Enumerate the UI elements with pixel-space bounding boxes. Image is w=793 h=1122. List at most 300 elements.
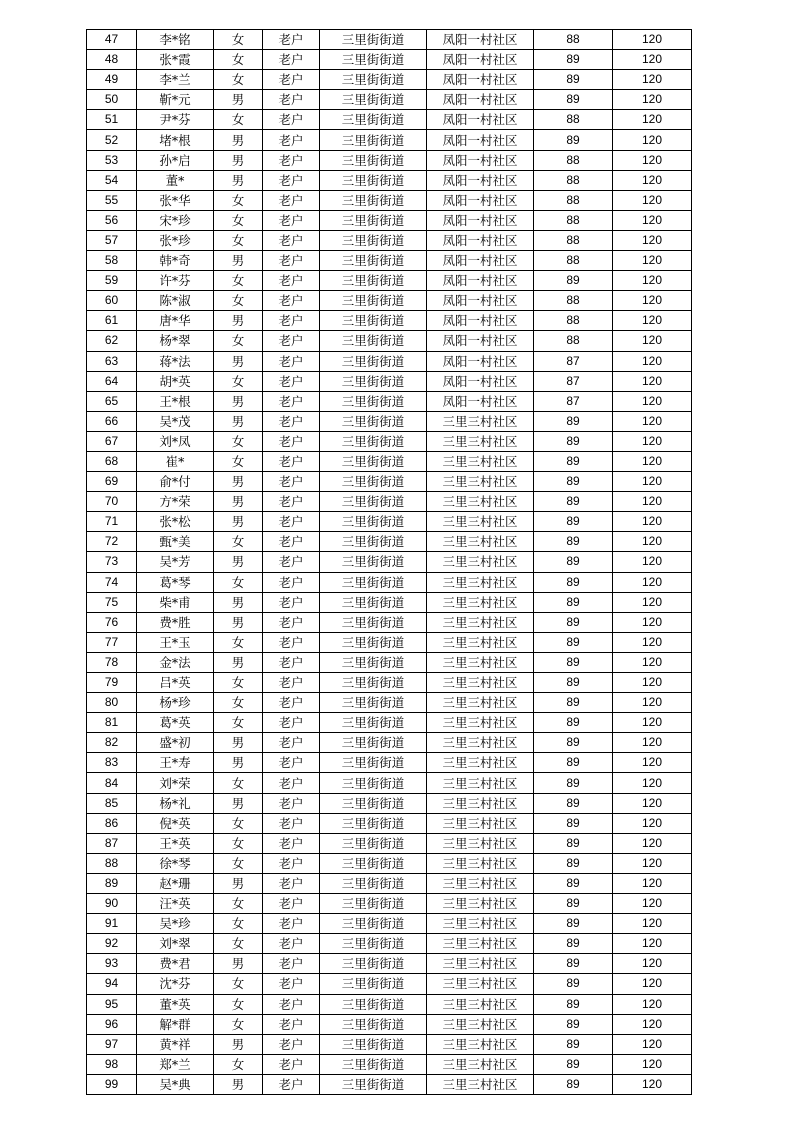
index-cell: 92 xyxy=(87,934,137,954)
amount-cell: 120 xyxy=(613,592,692,612)
name-cell: 费*胜 xyxy=(137,612,214,632)
community-cell: 三里三村社区 xyxy=(427,652,534,672)
table-row xyxy=(87,451,692,471)
gender-cell: 女 xyxy=(214,271,263,291)
table-row xyxy=(87,954,692,974)
street-cell: 三里街街道 xyxy=(320,813,427,833)
index-cell: 48 xyxy=(87,50,137,70)
amount-cell: 120 xyxy=(613,894,692,914)
amount-cell: 120 xyxy=(613,1074,692,1094)
gender-cell: 男 xyxy=(214,411,263,431)
age-cell: 87 xyxy=(534,351,613,371)
table-row xyxy=(87,673,692,693)
household-type-cell: 老户 xyxy=(263,1074,320,1094)
table-row xyxy=(87,532,692,552)
street-cell: 三里街街道 xyxy=(320,492,427,512)
street-cell: 三里街街道 xyxy=(320,431,427,451)
age-cell: 89 xyxy=(534,451,613,471)
gender-cell: 女 xyxy=(214,833,263,853)
gender-cell: 男 xyxy=(214,592,263,612)
name-cell: 王*玉 xyxy=(137,632,214,652)
age-cell: 89 xyxy=(534,512,613,532)
name-cell: 汪*英 xyxy=(137,894,214,914)
table-row xyxy=(87,1074,692,1094)
community-cell: 三里三村社区 xyxy=(427,894,534,914)
community-cell: 三里三村社区 xyxy=(427,451,534,471)
community-cell: 三里三村社区 xyxy=(427,1054,534,1074)
table-row xyxy=(87,652,692,672)
street-cell: 三里街街道 xyxy=(320,994,427,1014)
street-cell: 三里街街道 xyxy=(320,371,427,391)
community-cell: 三里三村社区 xyxy=(427,1014,534,1034)
community-cell: 三里三村社区 xyxy=(427,873,534,893)
amount-cell: 120 xyxy=(613,70,692,90)
gender-cell: 男 xyxy=(214,90,263,110)
gender-cell: 女 xyxy=(214,371,263,391)
amount-cell: 120 xyxy=(613,371,692,391)
table-row xyxy=(87,150,692,170)
gender-cell: 女 xyxy=(214,974,263,994)
index-cell: 66 xyxy=(87,411,137,431)
household-type-cell: 老户 xyxy=(263,612,320,632)
household-type-cell: 老户 xyxy=(263,572,320,592)
index-cell: 68 xyxy=(87,451,137,471)
community-cell: 凤阳一村社区 xyxy=(427,351,534,371)
street-cell: 三里街街道 xyxy=(320,472,427,492)
index-cell: 93 xyxy=(87,954,137,974)
table-row xyxy=(87,1054,692,1074)
household-type-cell: 老户 xyxy=(263,693,320,713)
community-cell: 三里三村社区 xyxy=(427,813,534,833)
index-cell: 94 xyxy=(87,974,137,994)
household-type-cell: 老户 xyxy=(263,853,320,873)
gender-cell: 女 xyxy=(214,451,263,471)
street-cell: 三里街街道 xyxy=(320,1034,427,1054)
index-cell: 79 xyxy=(87,673,137,693)
table-row xyxy=(87,411,692,431)
street-cell: 三里街街道 xyxy=(320,693,427,713)
community-cell: 三里三村社区 xyxy=(427,1074,534,1094)
amount-cell: 120 xyxy=(613,291,692,311)
index-cell: 98 xyxy=(87,1054,137,1074)
community-cell: 凤阳一村社区 xyxy=(427,170,534,190)
name-cell: 王*根 xyxy=(137,391,214,411)
community-cell: 凤阳一村社区 xyxy=(427,251,534,271)
street-cell: 三里街街道 xyxy=(320,632,427,652)
street-cell: 三里街街道 xyxy=(320,512,427,532)
gender-cell: 男 xyxy=(214,612,263,632)
household-type-cell: 老户 xyxy=(263,150,320,170)
household-type-cell: 老户 xyxy=(263,833,320,853)
age-cell: 89 xyxy=(534,1054,613,1074)
age-cell: 89 xyxy=(534,1014,613,1034)
table-row xyxy=(87,351,692,371)
table-row xyxy=(87,813,692,833)
name-cell: 张*霞 xyxy=(137,50,214,70)
age-cell: 89 xyxy=(534,773,613,793)
age-cell: 88 xyxy=(534,251,613,271)
name-cell: 沈*芬 xyxy=(137,974,214,994)
community-cell: 凤阳一村社区 xyxy=(427,150,534,170)
gender-cell: 女 xyxy=(214,994,263,1014)
table-row xyxy=(87,833,692,853)
community-cell: 三里三村社区 xyxy=(427,1034,534,1054)
community-cell: 三里三村社区 xyxy=(427,733,534,753)
household-type-cell: 老户 xyxy=(263,311,320,331)
table-row xyxy=(87,773,692,793)
table-row xyxy=(87,50,692,70)
name-cell: 王*英 xyxy=(137,833,214,853)
amount-cell: 120 xyxy=(613,271,692,291)
amount-cell: 120 xyxy=(613,391,692,411)
community-cell: 三里三村社区 xyxy=(427,793,534,813)
community-cell: 三里三村社区 xyxy=(427,512,534,532)
name-cell: 方*荣 xyxy=(137,492,214,512)
index-cell: 50 xyxy=(87,90,137,110)
gender-cell: 女 xyxy=(214,673,263,693)
index-cell: 95 xyxy=(87,994,137,1014)
amount-cell: 120 xyxy=(613,451,692,471)
name-cell: 刘*凤 xyxy=(137,431,214,451)
age-cell: 89 xyxy=(534,873,613,893)
amount-cell: 120 xyxy=(613,853,692,873)
name-cell: 韩*奇 xyxy=(137,251,214,271)
index-cell: 60 xyxy=(87,291,137,311)
name-cell: 葛*琴 xyxy=(137,572,214,592)
gender-cell: 女 xyxy=(214,894,263,914)
community-cell: 三里三村社区 xyxy=(427,552,534,572)
community-cell: 三里三村社区 xyxy=(427,954,534,974)
community-cell: 凤阳一村社区 xyxy=(427,50,534,70)
community-cell: 凤阳一村社区 xyxy=(427,30,534,50)
street-cell: 三里街街道 xyxy=(320,974,427,994)
household-type-cell: 老户 xyxy=(263,492,320,512)
table-row xyxy=(87,753,692,773)
amount-cell: 120 xyxy=(613,673,692,693)
table-row xyxy=(87,70,692,90)
street-cell: 三里街街道 xyxy=(320,773,427,793)
community-cell: 三里三村社区 xyxy=(427,713,534,733)
community-cell: 三里三村社区 xyxy=(427,532,534,552)
street-cell: 三里街街道 xyxy=(320,954,427,974)
table-row xyxy=(87,190,692,210)
community-cell: 三里三村社区 xyxy=(427,994,534,1014)
household-type-cell: 老户 xyxy=(263,632,320,652)
index-cell: 82 xyxy=(87,733,137,753)
name-cell: 孙*启 xyxy=(137,150,214,170)
household-type-cell: 老户 xyxy=(263,110,320,130)
gender-cell: 女 xyxy=(214,773,263,793)
index-cell: 67 xyxy=(87,431,137,451)
street-cell: 三里街街道 xyxy=(320,1014,427,1034)
index-cell: 96 xyxy=(87,1014,137,1034)
household-type-cell: 老户 xyxy=(263,954,320,974)
name-cell: 黄*祥 xyxy=(137,1034,214,1054)
name-cell: 甄*美 xyxy=(137,532,214,552)
table-body xyxy=(87,30,692,1095)
table-row xyxy=(87,230,692,250)
index-cell: 78 xyxy=(87,652,137,672)
gender-cell: 女 xyxy=(214,70,263,90)
gender-cell: 女 xyxy=(214,572,263,592)
table-row xyxy=(87,271,692,291)
name-cell: 柴*甫 xyxy=(137,592,214,612)
table-row xyxy=(87,512,692,532)
street-cell: 三里街街道 xyxy=(320,793,427,813)
street-cell: 三里街街道 xyxy=(320,894,427,914)
gender-cell: 男 xyxy=(214,954,263,974)
street-cell: 三里街街道 xyxy=(320,592,427,612)
amount-cell: 120 xyxy=(613,612,692,632)
household-type-cell: 老户 xyxy=(263,90,320,110)
index-cell: 53 xyxy=(87,150,137,170)
gender-cell: 男 xyxy=(214,391,263,411)
household-type-cell: 老户 xyxy=(263,411,320,431)
household-type-cell: 老户 xyxy=(263,431,320,451)
index-cell: 86 xyxy=(87,813,137,833)
street-cell: 三里街街道 xyxy=(320,753,427,773)
index-cell: 88 xyxy=(87,853,137,873)
index-cell: 54 xyxy=(87,170,137,190)
gender-cell: 女 xyxy=(214,1054,263,1074)
table-row xyxy=(87,713,692,733)
amount-cell: 120 xyxy=(613,773,692,793)
street-cell: 三里街街道 xyxy=(320,833,427,853)
gender-cell: 男 xyxy=(214,733,263,753)
name-cell: 宋*珍 xyxy=(137,210,214,230)
community-cell: 三里三村社区 xyxy=(427,773,534,793)
community-cell: 凤阳一村社区 xyxy=(427,331,534,351)
community-cell: 三里三村社区 xyxy=(427,833,534,853)
name-cell: 堵*根 xyxy=(137,130,214,150)
gender-cell: 女 xyxy=(214,934,263,954)
household-type-cell: 老户 xyxy=(263,552,320,572)
amount-cell: 120 xyxy=(613,914,692,934)
household-type-cell: 老户 xyxy=(263,1054,320,1074)
amount-cell: 120 xyxy=(613,30,692,50)
household-type-cell: 老户 xyxy=(263,30,320,50)
community-cell: 三里三村社区 xyxy=(427,572,534,592)
index-cell: 85 xyxy=(87,793,137,813)
age-cell: 89 xyxy=(534,612,613,632)
amount-cell: 120 xyxy=(613,1034,692,1054)
index-cell: 49 xyxy=(87,70,137,90)
index-cell: 71 xyxy=(87,512,137,532)
table-row xyxy=(87,311,692,331)
table-row xyxy=(87,853,692,873)
gender-cell: 男 xyxy=(214,311,263,331)
index-cell: 62 xyxy=(87,331,137,351)
street-cell: 三里街街道 xyxy=(320,190,427,210)
amount-cell: 120 xyxy=(613,210,692,230)
community-cell: 三里三村社区 xyxy=(427,431,534,451)
household-type-cell: 老户 xyxy=(263,873,320,893)
index-cell: 61 xyxy=(87,311,137,331)
index-cell: 70 xyxy=(87,492,137,512)
gender-cell: 女 xyxy=(214,110,263,130)
street-cell: 三里街街道 xyxy=(320,532,427,552)
amount-cell: 120 xyxy=(613,753,692,773)
name-cell: 费*君 xyxy=(137,954,214,974)
community-cell: 三里三村社区 xyxy=(427,492,534,512)
index-cell: 81 xyxy=(87,713,137,733)
gender-cell: 女 xyxy=(214,532,263,552)
table-row xyxy=(87,30,692,50)
age-cell: 88 xyxy=(534,30,613,50)
table-row xyxy=(87,251,692,271)
street-cell: 三里街街道 xyxy=(320,130,427,150)
household-type-cell: 老户 xyxy=(263,773,320,793)
community-cell: 三里三村社区 xyxy=(427,612,534,632)
street-cell: 三里街街道 xyxy=(320,150,427,170)
gender-cell: 男 xyxy=(214,351,263,371)
street-cell: 三里街街道 xyxy=(320,873,427,893)
age-cell: 88 xyxy=(534,311,613,331)
index-cell: 97 xyxy=(87,1034,137,1054)
gender-cell: 男 xyxy=(214,170,263,190)
street-cell: 三里街街道 xyxy=(320,351,427,371)
household-type-cell: 老户 xyxy=(263,512,320,532)
gender-cell: 女 xyxy=(214,190,263,210)
index-cell: 58 xyxy=(87,251,137,271)
street-cell: 三里街街道 xyxy=(320,230,427,250)
community-cell: 凤阳一村社区 xyxy=(427,230,534,250)
name-cell: 解*群 xyxy=(137,1014,214,1034)
household-type-cell: 老户 xyxy=(263,733,320,753)
gender-cell: 男 xyxy=(214,512,263,532)
table-row xyxy=(87,793,692,813)
name-cell: 靳*元 xyxy=(137,90,214,110)
community-cell: 三里三村社区 xyxy=(427,592,534,612)
age-cell: 88 xyxy=(534,230,613,250)
age-cell: 89 xyxy=(534,1074,613,1094)
table-row xyxy=(87,110,692,130)
household-type-cell: 老户 xyxy=(263,251,320,271)
name-cell: 胡*英 xyxy=(137,371,214,391)
street-cell: 三里街街道 xyxy=(320,291,427,311)
gender-cell: 女 xyxy=(214,853,263,873)
amount-cell: 120 xyxy=(613,351,692,371)
amount-cell: 120 xyxy=(613,130,692,150)
amount-cell: 120 xyxy=(613,532,692,552)
index-cell: 57 xyxy=(87,230,137,250)
index-cell: 76 xyxy=(87,612,137,632)
gender-cell: 男 xyxy=(214,793,263,813)
gender-cell: 女 xyxy=(214,914,263,934)
age-cell: 88 xyxy=(534,291,613,311)
amount-cell: 120 xyxy=(613,713,692,733)
name-cell: 盛*初 xyxy=(137,733,214,753)
name-cell: 董*英 xyxy=(137,994,214,1014)
data-table xyxy=(86,29,692,1095)
amount-cell: 120 xyxy=(613,411,692,431)
community-cell: 三里三村社区 xyxy=(427,632,534,652)
street-cell: 三里街街道 xyxy=(320,572,427,592)
age-cell: 88 xyxy=(534,210,613,230)
gender-cell: 女 xyxy=(214,291,263,311)
table-row xyxy=(87,210,692,230)
gender-cell: 男 xyxy=(214,873,263,893)
index-cell: 59 xyxy=(87,271,137,291)
gender-cell: 男 xyxy=(214,652,263,672)
amount-cell: 120 xyxy=(613,813,692,833)
index-cell: 75 xyxy=(87,592,137,612)
amount-cell: 120 xyxy=(613,693,692,713)
name-cell: 蒋*法 xyxy=(137,351,214,371)
amount-cell: 120 xyxy=(613,1014,692,1034)
gender-cell: 女 xyxy=(214,30,263,50)
age-cell: 89 xyxy=(534,572,613,592)
age-cell: 89 xyxy=(534,934,613,954)
household-type-cell: 老户 xyxy=(263,994,320,1014)
amount-cell: 120 xyxy=(613,733,692,753)
age-cell: 89 xyxy=(534,833,613,853)
age-cell: 89 xyxy=(534,853,613,873)
age-cell: 89 xyxy=(534,411,613,431)
age-cell: 89 xyxy=(534,70,613,90)
amount-cell: 120 xyxy=(613,954,692,974)
household-type-cell: 老户 xyxy=(263,391,320,411)
amount-cell: 120 xyxy=(613,512,692,532)
community-cell: 凤阳一村社区 xyxy=(427,90,534,110)
name-cell: 李*兰 xyxy=(137,70,214,90)
table-row xyxy=(87,873,692,893)
gender-cell: 女 xyxy=(214,693,263,713)
amount-cell: 120 xyxy=(613,431,692,451)
amount-cell: 120 xyxy=(613,150,692,170)
index-cell: 69 xyxy=(87,472,137,492)
age-cell: 89 xyxy=(534,271,613,291)
age-cell: 88 xyxy=(534,150,613,170)
index-cell: 72 xyxy=(87,532,137,552)
household-type-cell: 老户 xyxy=(263,50,320,70)
age-cell: 89 xyxy=(534,532,613,552)
table-row xyxy=(87,371,692,391)
age-cell: 89 xyxy=(534,130,613,150)
amount-cell: 120 xyxy=(613,50,692,70)
table-row xyxy=(87,612,692,632)
amount-cell: 120 xyxy=(613,632,692,652)
amount-cell: 120 xyxy=(613,90,692,110)
table-row xyxy=(87,331,692,351)
index-cell: 73 xyxy=(87,552,137,572)
household-type-cell: 老户 xyxy=(263,451,320,471)
gender-cell: 男 xyxy=(214,492,263,512)
street-cell: 三里街街道 xyxy=(320,70,427,90)
community-cell: 三里三村社区 xyxy=(427,853,534,873)
household-type-cell: 老户 xyxy=(263,351,320,371)
name-cell: 徐*琴 xyxy=(137,853,214,873)
table-row xyxy=(87,974,692,994)
household-type-cell: 老户 xyxy=(263,813,320,833)
name-cell: 杨*珍 xyxy=(137,693,214,713)
name-cell: 郑*兰 xyxy=(137,1054,214,1074)
gender-cell: 女 xyxy=(214,331,263,351)
community-cell: 凤阳一村社区 xyxy=(427,210,534,230)
name-cell: 吴*典 xyxy=(137,1074,214,1094)
street-cell: 三里街街道 xyxy=(320,110,427,130)
age-cell: 89 xyxy=(534,90,613,110)
gender-cell: 男 xyxy=(214,753,263,773)
name-cell: 张*珍 xyxy=(137,230,214,250)
amount-cell: 120 xyxy=(613,652,692,672)
age-cell: 89 xyxy=(534,713,613,733)
community-cell: 三里三村社区 xyxy=(427,693,534,713)
household-type-cell: 老户 xyxy=(263,1014,320,1034)
age-cell: 88 xyxy=(534,331,613,351)
table-row xyxy=(87,472,692,492)
age-cell: 89 xyxy=(534,492,613,512)
